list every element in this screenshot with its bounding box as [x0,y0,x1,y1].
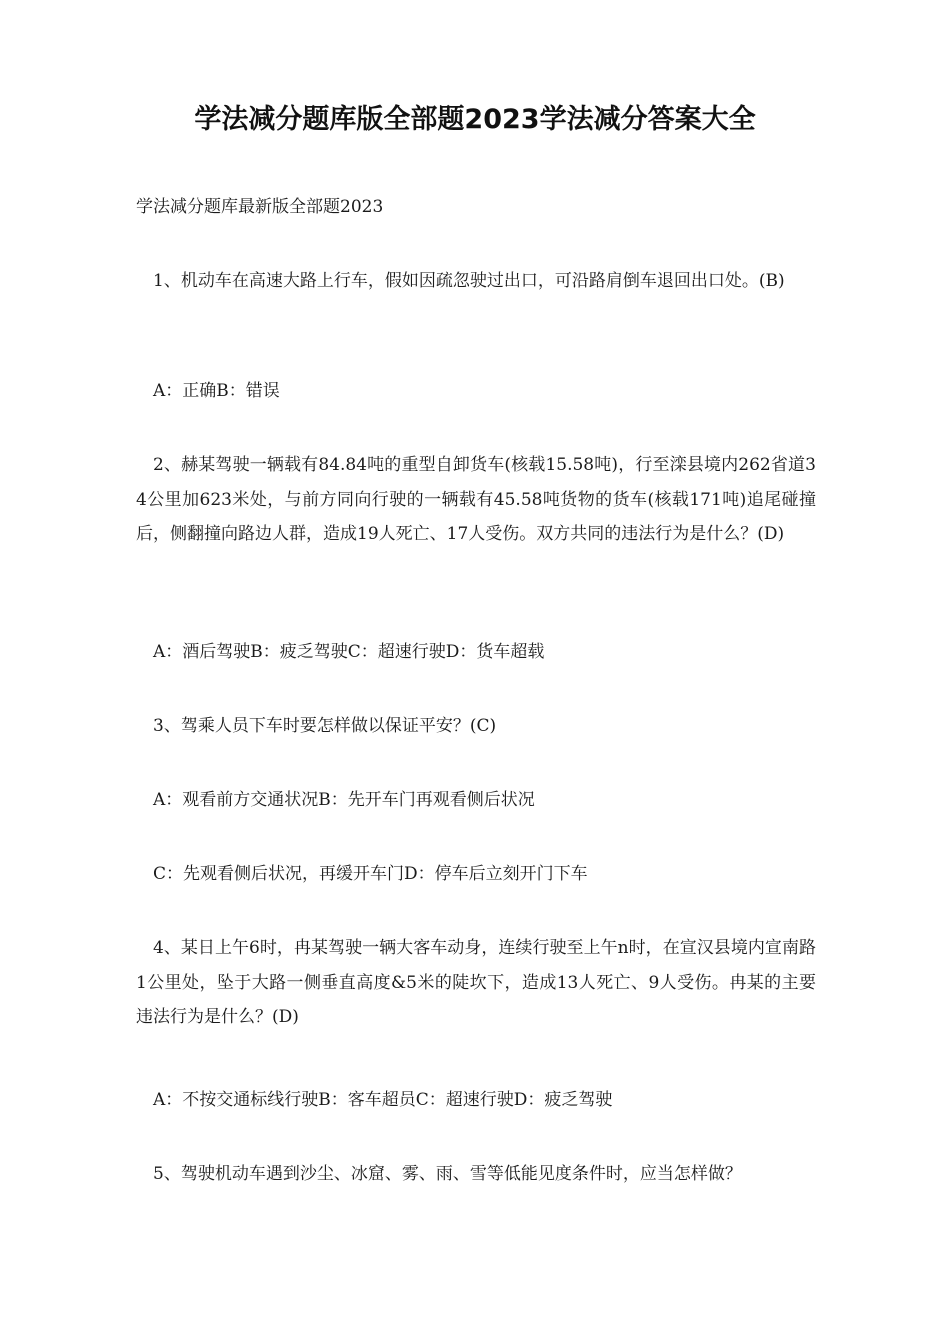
question-5: 5、驾驶机动车遇到沙尘、冰窟、雾、雨、雪等低能见度条件时，应当怎样做？ [153,1164,742,1184]
document-subtitle: 学法减分题库最新版全部题2023 [136,197,384,217]
question-3-options-cd: C：先观看侧后状况，再缓开车门D：停车后立刻开门下车 [153,864,588,884]
question-4-options: A：不按交通标线行驶B：客车超员C：超速行驶D：疲乏驾驶 [153,1090,613,1110]
question-2: 2、赫某驾驶一辆载有84.84吨的重型自卸货车(核载15.58吨)，行至滦县境内262省道34公里加623米处，与前方同向行驶的一辆载有45.58吨货物的货车(核载171吨)追尾碰撞后，侧翻撞向路边人群，造成19人死亡、17人受伤。双方共同的违法行为是什么？(D) [136,455,816,544]
question-3-options-ab: A：观看前方交通状况B：先开车门再观看侧后状况 [153,790,535,810]
document-title: 学法减分题库版全部题2023学法减分答案大全 [194,104,756,135]
question-1-options: A：正确B：错误 [153,381,280,401]
question-1: 1、机动车在高速大路上行车，假如因疏忽驶过出口，可沿路肩倒车退回出口处。(B) [153,271,785,291]
question-2-options: A：酒后驾驶B：疲乏驾驶C：超速行驶D：货车超载 [153,642,545,662]
question-3: 3、驾乘人员下车时要怎样做以保证平安？(C) [153,716,497,736]
question-4: 4、某日上午6时，冉某驾驶一辆大客车动身，连续行驶至上午n时，在宣汉县境内宣南路1公里处，坠于大路一侧垂直高度&5米的陡坎下，造成13人死亡、9人受伤。冉某的主要违法行为是什么？(D) [136,938,816,1027]
